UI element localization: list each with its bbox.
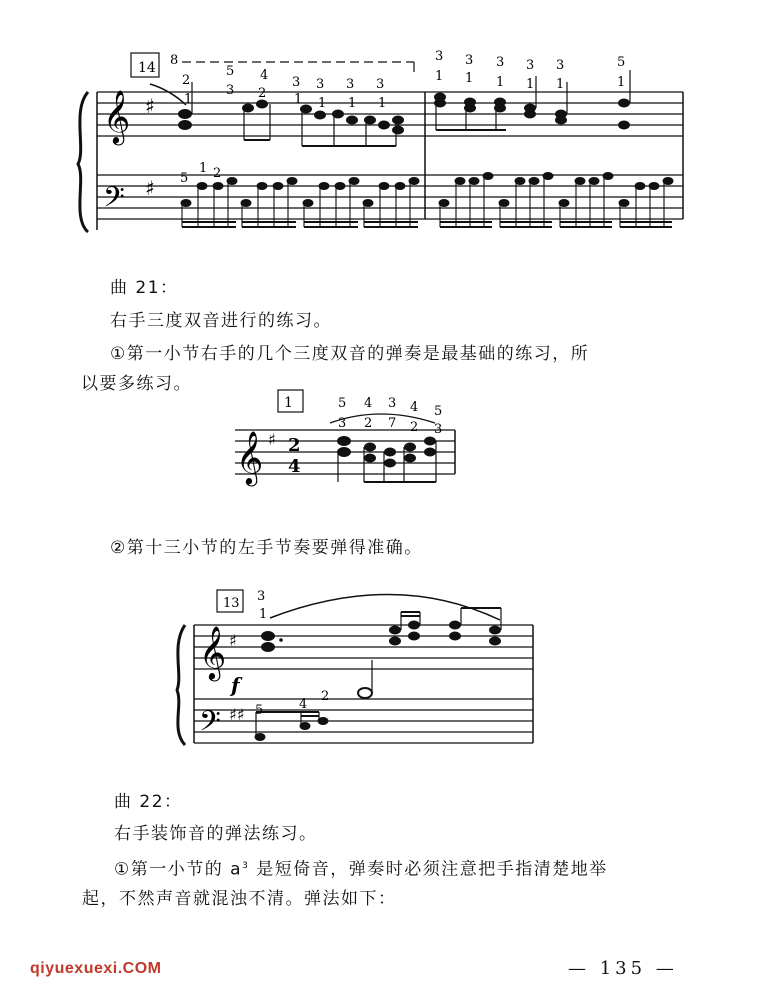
svg-text:1: 1 (348, 96, 357, 111)
svg-text:1: 1 (435, 69, 444, 84)
svg-text:3: 3 (292, 75, 301, 90)
score-measure-14 (0, 0, 772, 240)
section-21-subtitle: 右手三度双音进行的练习。 (110, 311, 332, 331)
svg-text:3: 3 (496, 55, 505, 70)
svg-text:1: 1 (617, 75, 626, 90)
svg-text:4: 4 (410, 400, 419, 415)
svg-text:2: 2 (258, 86, 267, 101)
bass-clef-icon: 𝄢 (199, 705, 221, 745)
svg-text:1: 1 (294, 92, 303, 107)
svg-text:5: 5 (226, 64, 235, 79)
svg-text:5: 5 (617, 55, 626, 70)
svg-text:4: 4 (260, 68, 269, 83)
page-number: — 135 — (568, 958, 678, 979)
svg-text:4: 4 (288, 456, 301, 477)
svg-text:3: 3 (338, 416, 347, 431)
rh-fingering-measure2 (435, 49, 625, 92)
svg-text:1: 1 (259, 607, 268, 622)
svg-text:13: 13 (223, 596, 240, 611)
svg-text:3: 3 (556, 58, 565, 73)
svg-text:5: 5 (434, 404, 443, 419)
svg-text:♯: ♯ (229, 631, 237, 650)
para1-text-a: ①第一小节的 a (114, 859, 243, 880)
svg-text:f: f (231, 673, 240, 697)
para-13th-measure: ②第十三小节的左手节奏要弹得准确。 (110, 538, 423, 558)
score-measure-13 (165, 580, 545, 755)
section-22-subtitle: 右手装饰音的弹法练习。 (114, 824, 318, 844)
treble-clef-icon: 𝄞 (103, 89, 131, 143)
svg-text:7: 7 (388, 416, 397, 431)
para1-superscript: 3 (242, 861, 250, 871)
svg-text:1: 1 (465, 71, 474, 86)
rh-fingering-measure1 (182, 64, 386, 111)
svg-text:3: 3 (316, 77, 325, 92)
svg-text:3: 3 (526, 58, 535, 73)
section-22-para1-line1 (114, 856, 608, 880)
svg-text:1: 1 (284, 395, 293, 411)
svg-text:2: 2 (213, 166, 222, 181)
svg-text:♯: ♯ (268, 430, 276, 449)
section-22-para1-line2: 起，不然声音就混浊不清。弹法如下： (82, 889, 397, 909)
para1-text-b: 是短倚音，弹奏时必须注意把手指清楚地举 (249, 859, 608, 880)
section-21-title: 曲 21： (110, 278, 179, 298)
svg-text:3: 3 (435, 49, 444, 64)
svg-text:5: 5 (255, 703, 264, 718)
svg-text:3: 3 (257, 589, 266, 604)
svg-text:2: 2 (364, 416, 373, 431)
svg-text:1: 1 (496, 75, 505, 90)
svg-text:3: 3 (388, 396, 397, 411)
svg-text:2: 2 (182, 73, 191, 88)
score-measure-1 (220, 385, 460, 495)
svg-text:♯♯: ♯♯ (229, 705, 245, 724)
svg-text:♯: ♯ (145, 94, 155, 118)
measure-number: 14 (138, 60, 156, 76)
svg-text:4: 4 (299, 697, 308, 712)
svg-text:1: 1 (199, 161, 208, 176)
svg-text:1: 1 (378, 96, 387, 111)
watermark-logo: qiyuexuexi.COM (30, 960, 162, 977)
svg-text:1: 1 (526, 77, 535, 92)
treble-clef-icon: 𝄞 (236, 430, 264, 484)
svg-text:3: 3 (226, 83, 235, 98)
svg-text:5: 5 (180, 171, 189, 186)
bass-clef-icon: 𝄢 (103, 181, 125, 221)
svg-text:♯: ♯ (145, 176, 155, 200)
svg-text:1: 1 (184, 92, 193, 107)
svg-text:2: 2 (288, 435, 301, 456)
svg-text:3: 3 (465, 53, 474, 68)
svg-text:1: 1 (556, 77, 565, 92)
section-21-para1-line1: ①第一小节右手的几个三度双音的弹奏是最基础的练习，所 (110, 344, 590, 364)
treble-clef-icon: 𝄞 (199, 625, 227, 679)
section-22-title: 曲 22： (114, 792, 183, 812)
svg-text:5: 5 (338, 396, 347, 411)
ottava-mark: 8 (170, 53, 179, 68)
svg-text:3: 3 (434, 422, 443, 437)
svg-text:4: 4 (364, 396, 373, 411)
section-21-para1-line2: 以要多练习。 (81, 374, 192, 394)
svg-text:3: 3 (346, 77, 355, 92)
svg-text:2: 2 (410, 420, 419, 435)
svg-text:2: 2 (321, 689, 330, 704)
svg-text:1: 1 (318, 96, 327, 111)
svg-text:3: 3 (376, 77, 385, 92)
